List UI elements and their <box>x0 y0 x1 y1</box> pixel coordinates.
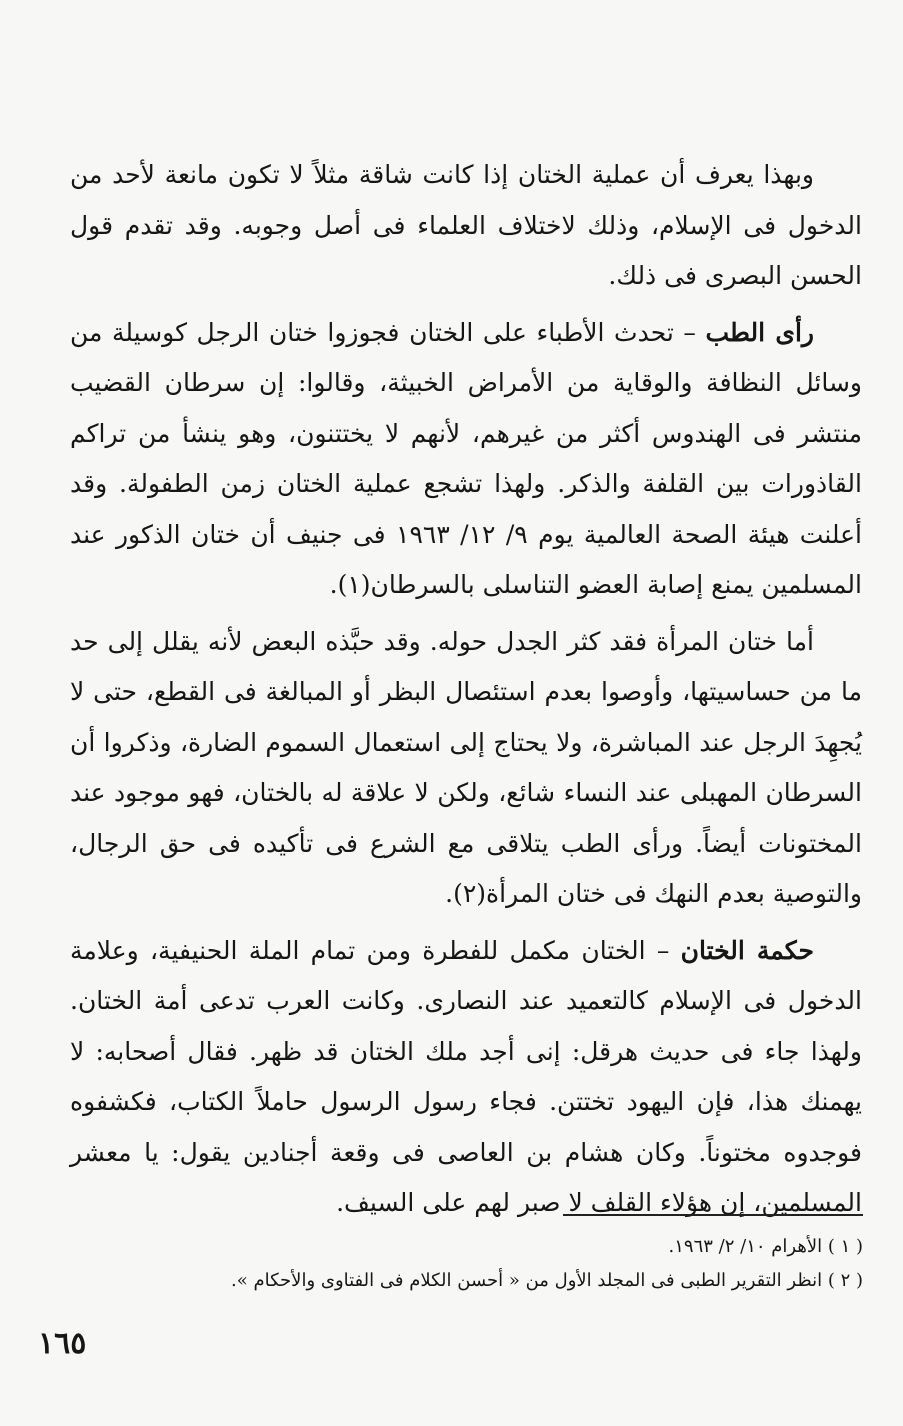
paragraph-body: – تحدث الأطباء على الختان فجوزوا ختان الرجل كوسيلة من وسائل النظافة والوقاية من الأمراض الخبيثة، وقالوا: إن سرطان القضيب منتشر فى الهندوس أكثر من غيرهم، لأنهم لا يختتنون، وهو ينشأ من تراكم القاذورات بين القلفة والذكر. ولهذا تشجع عملية الختان زمن الطفولة. وقد أعلنت هيئة الصحة العالمية يوم ٩/ ١٢/ ١٩٦٣ فى جنيف أن ختان الذكور عند المسلمين يمنع إصابة العضو التناسلى بالسرطان(١). <box>70 317 863 599</box>
paragraph-body: – الختان مكمل للفطرة ومن تمام الملة الحنيفية، وعلامة الدخول فى الإسلام كالتعميد عند النصارى. وكانت العرب تدعى أمة الختان. ولهذا جاء فى حديث هرقل: إنى أجد ملك الختان قد ظهر. فقال أصحابه: لا يهمنك هذا، فإن اليهود تختتن. فجاء رسول الرسول حاملاً الكتاب، فكشفوه فوجدوه مختوناً. وكان هشام بن العاصى فى وقعة أجنادين يقول: يا معشر المسلمين، إن هؤلاء القلف لا صبر لهم على السيف. <box>70 935 863 1217</box>
paragraph-body: أما ختان المرأة فقد كثر الجدل حوله. وقد حبَّذه البعض لأنه يقلل إلى حد ما من حساسيتها، وأوصوا بعدم استئصال البظر أو المبالغة فى القطع، حتى لا يُجهِدَ الرجل عند المباشرة، ولا يحتاج إلى استعمال السموم الضارة، وذكروا أن السرطان المهبلى عند النساء شائع، ولكن لا علاقة له بالختان، فهو موجود عند المختونات أيضاً. ورأى الطب يتلاقى مع الشرع فى تأكيده فى حق الرجال، والتوصية بعدم النهك فى ختان المرأة(٢). <box>70 626 862 908</box>
main-text <box>70 150 862 1235</box>
paragraph-heading: حكمة الختان <box>680 935 814 965</box>
paragraph-female-circumcision <box>70 617 862 920</box>
paragraph-wisdom-of-circumcision <box>70 926 862 1229</box>
footnote-divider <box>563 1214 863 1216</box>
paragraph-medical-opinion <box>70 308 862 611</box>
footnote-2: ( ٢ ) انظر التقرير الطبى فى المجلد الأول من « أحسن الكلام فى الفتاوى والأحكام ». <box>231 1270 863 1291</box>
paragraph-body: وبهذا يعرف أن عملية الختان إذا كانت شاقة مثلاً لا تكون مانعة لأحد من الدخول فى الإسلام، وذلك لاختلاف العلماء فى أصل وجوبه. وقد تقدم قول الحسن البصرى فى ذلك. <box>70 160 862 290</box>
page-number: ١٦٥ <box>38 1326 87 1361</box>
footnote-1: ( ١ ) الأهرام ١٠/ ٢/ ١٩٦٣. <box>668 1236 863 1257</box>
paragraph-heading: رأى الطب <box>705 317 814 347</box>
footnotes <box>103 1230 863 1298</box>
paragraph-circumcision-islam <box>70 150 862 302</box>
